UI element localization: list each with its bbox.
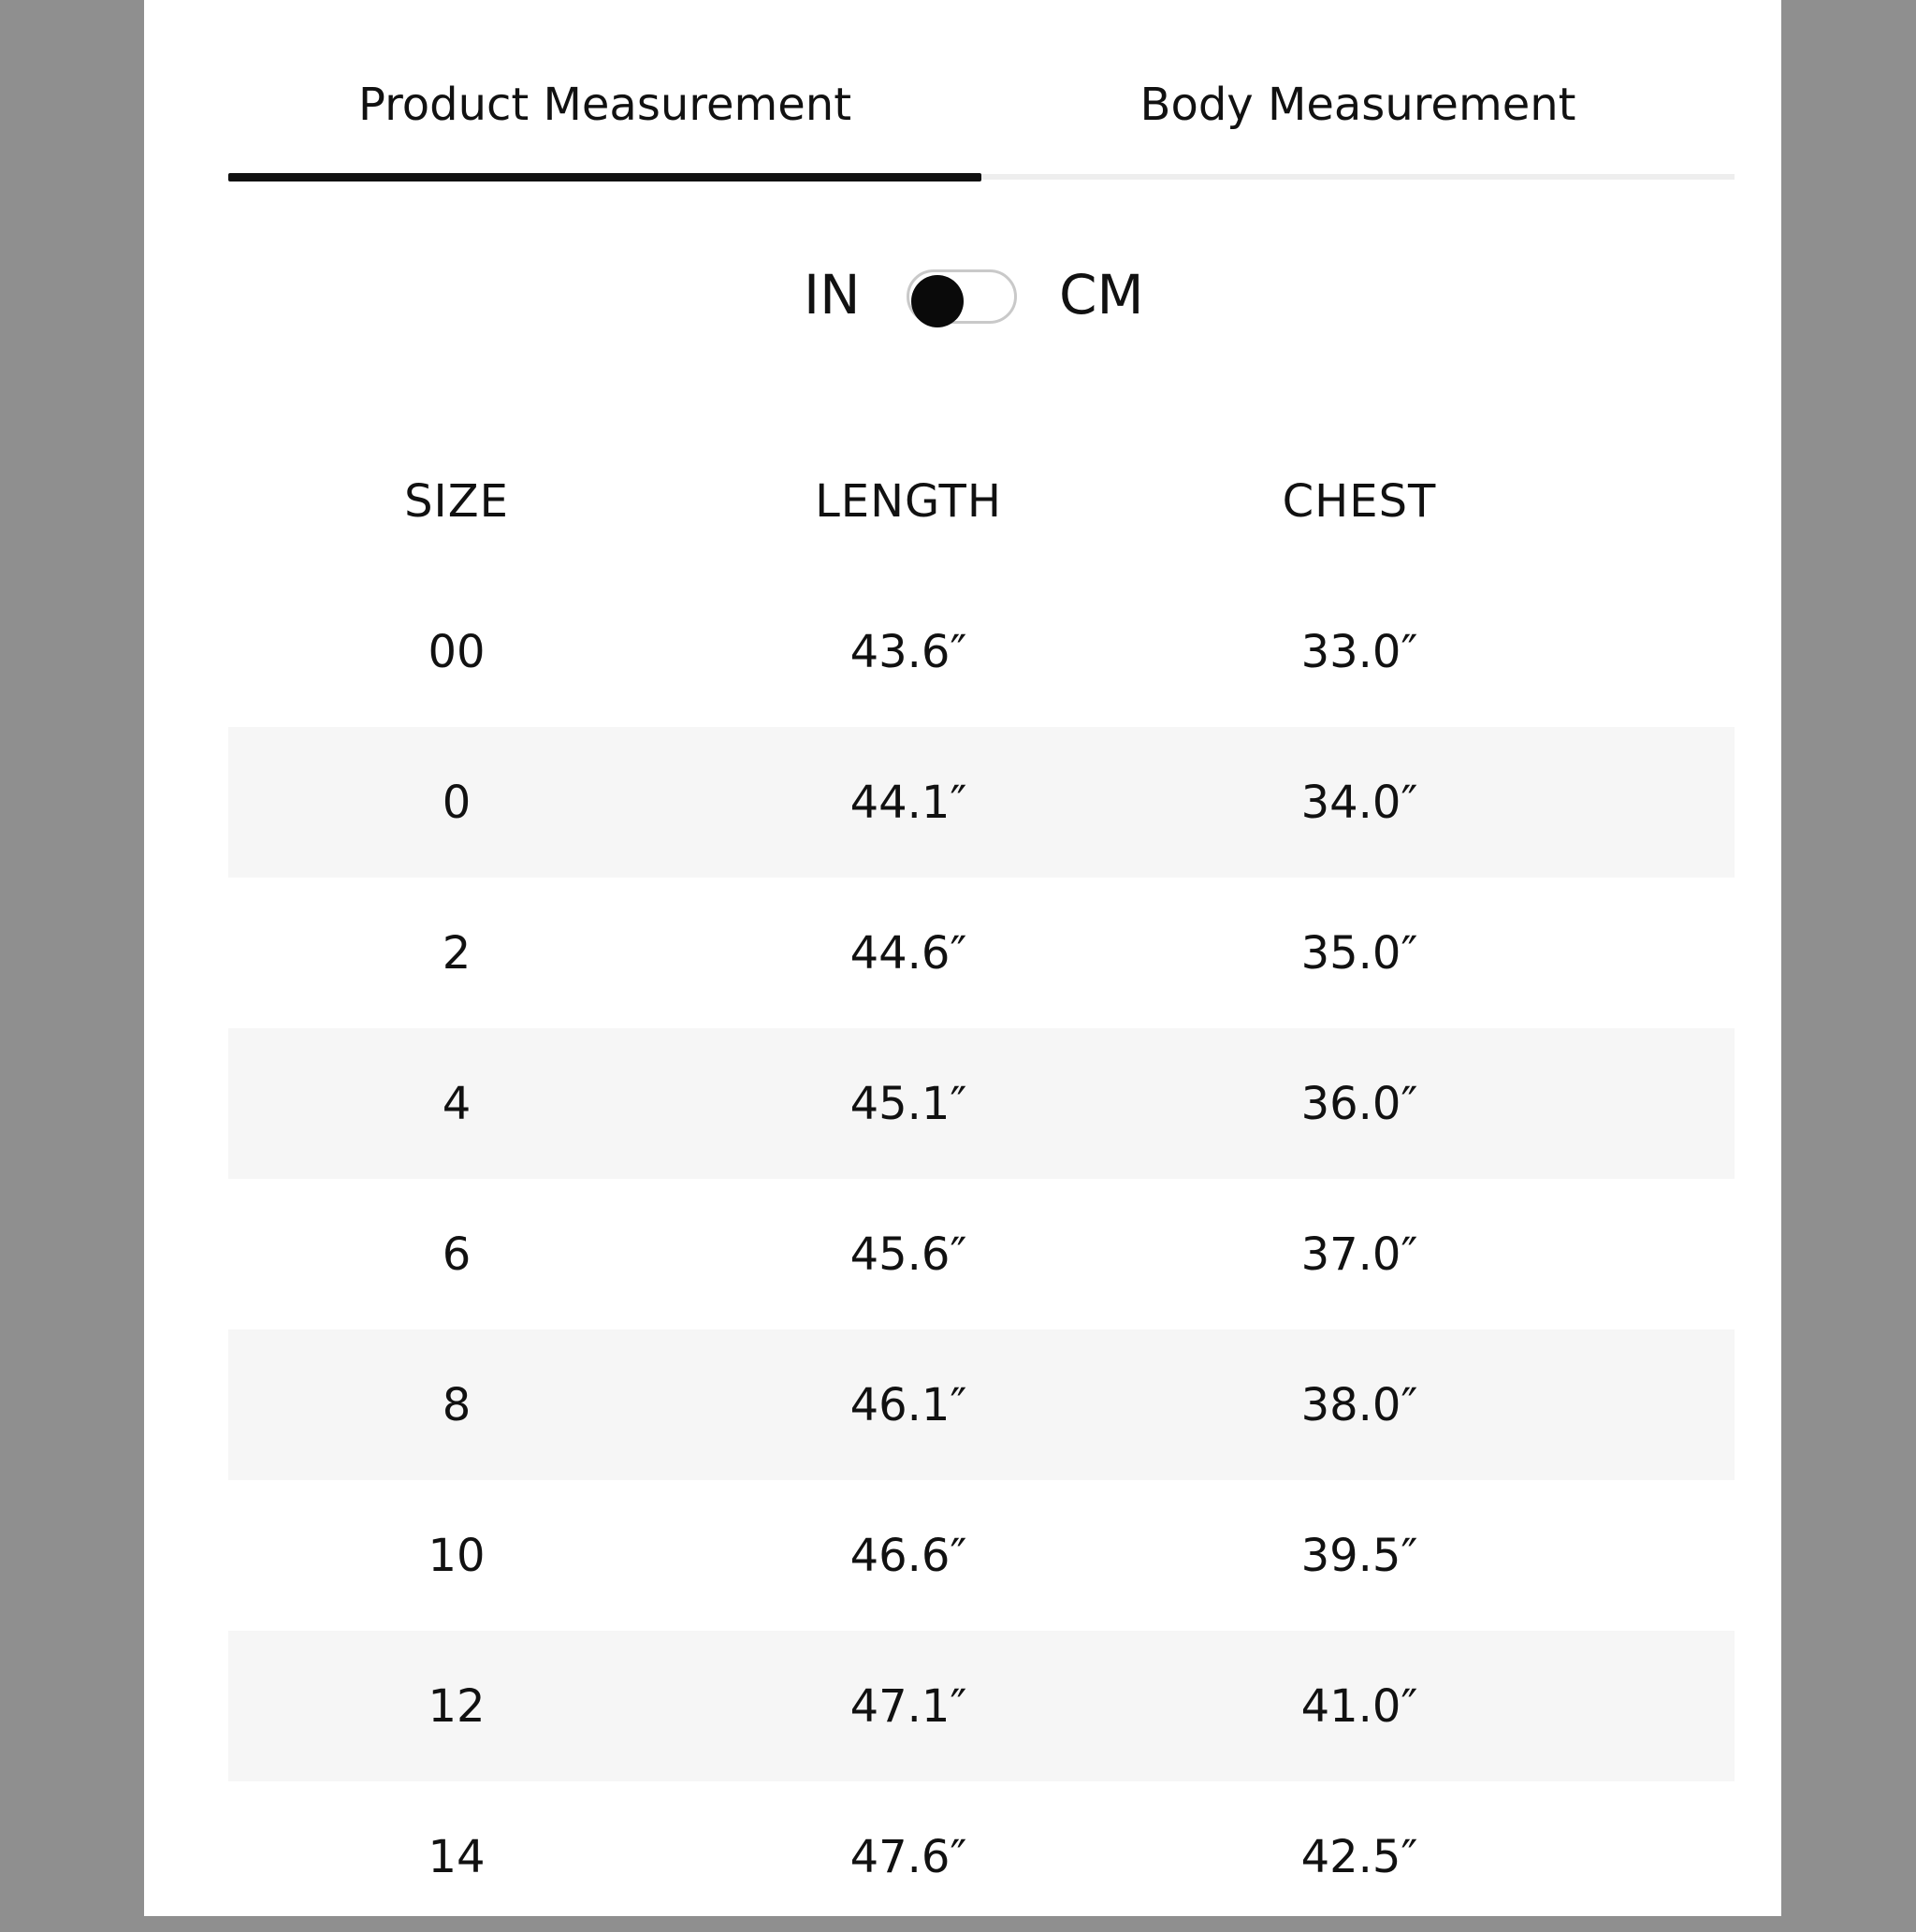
header-size: SIZE [404, 474, 509, 528]
length-cell: 47.1″ [849, 1679, 967, 1733]
header-length: LENGTH [815, 474, 1002, 528]
table-row [228, 1329, 1735, 1480]
length-cell: 44.6″ [849, 926, 967, 980]
table-row [228, 1028, 1735, 1179]
length-cell: 46.6″ [849, 1529, 967, 1582]
size-cell: 0 [442, 776, 472, 829]
length-cell: 44.1″ [849, 776, 967, 829]
length-cell: 47.6″ [849, 1830, 967, 1883]
chest-cell: 41.0″ [1300, 1679, 1418, 1733]
table-row [228, 878, 1735, 1028]
table-row [228, 1781, 1735, 1932]
size-cell: 8 [442, 1378, 472, 1431]
tab-body-measurement[interactable] [981, 0, 1735, 182]
size-chart-panel [144, 0, 1781, 1916]
chest-cell: 39.5″ [1300, 1529, 1418, 1582]
size-cell: 2 [442, 926, 472, 980]
size-cell: 00 [428, 625, 486, 678]
chest-cell: 34.0″ [1300, 776, 1418, 829]
unit-switch[interactable] [907, 269, 1017, 324]
table-row [228, 1179, 1735, 1329]
tab-product-measurement[interactable] [228, 0, 981, 182]
tab-body-measurement-label: Body Measurement [1139, 79, 1576, 131]
size-cell: 4 [442, 1077, 472, 1130]
length-cell: 46.1″ [849, 1378, 967, 1431]
length-cell: 45.6″ [849, 1227, 967, 1281]
chest-cell: 38.0″ [1300, 1378, 1418, 1431]
size-cell: 14 [428, 1830, 486, 1883]
size-cell: 6 [442, 1227, 472, 1281]
length-cell: 43.6″ [849, 625, 967, 678]
table-row [228, 1631, 1735, 1781]
size-table [228, 426, 1735, 1932]
table-row [228, 576, 1735, 727]
unit-label-cm: CM [1059, 263, 1144, 327]
size-cell: 10 [428, 1529, 486, 1582]
chest-cell: 36.0″ [1300, 1077, 1418, 1130]
table-row [228, 1480, 1735, 1631]
table-header-row [228, 426, 1735, 576]
header-chest: CHEST [1282, 474, 1437, 528]
unit-toggle [144, 253, 1781, 337]
measurement-tabs [228, 0, 1735, 182]
table-row [228, 727, 1735, 878]
tab-product-measurement-label: Product Measurement [357, 79, 852, 131]
size-cell: 12 [428, 1679, 486, 1733]
length-cell: 45.1″ [849, 1077, 967, 1130]
chest-cell: 42.5″ [1300, 1830, 1418, 1883]
chest-cell: 37.0″ [1300, 1227, 1418, 1281]
unit-switch-knob [911, 275, 964, 327]
chest-cell: 33.0″ [1300, 625, 1418, 678]
unit-label-in: IN [804, 263, 861, 327]
chest-cell: 35.0″ [1300, 926, 1418, 980]
active-tab-indicator [228, 173, 981, 182]
tab-track [981, 174, 1735, 180]
